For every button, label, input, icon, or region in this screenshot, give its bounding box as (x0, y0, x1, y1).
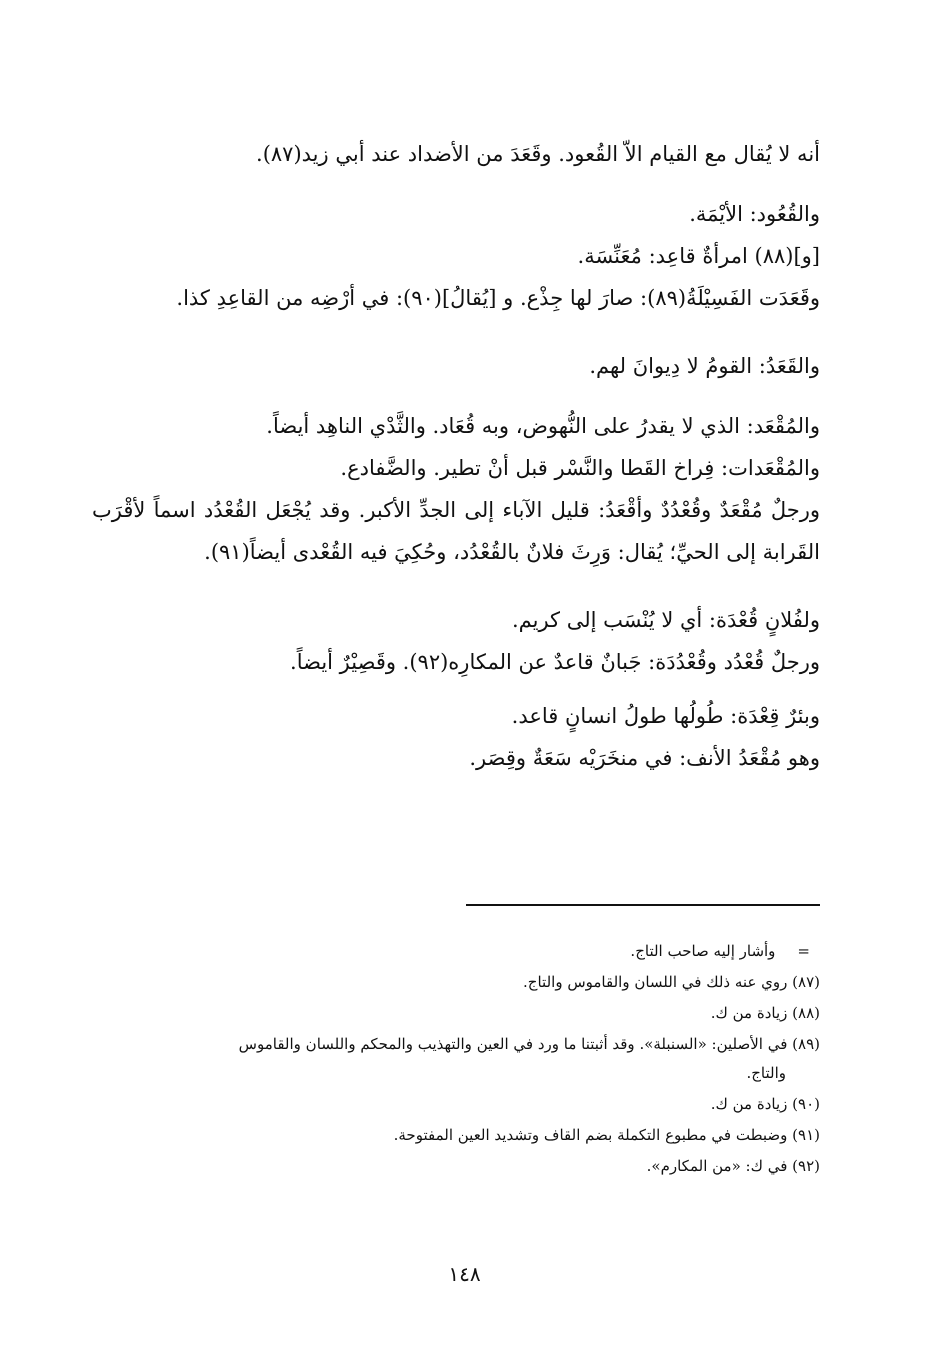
entry-paragraph: [و](٨٨) امرأةٌ قاعِد: مُعَنِّسَة. (577, 244, 820, 268)
footnote-88: (٨٨) زيادة من ك. (710, 1004, 820, 1022)
footnotes (92, 936, 820, 1182)
main-text (92, 133, 820, 779)
entry-paragraph: ورجلٌ قُعْدُد وقُعْدُدَة: جَبانٌ قاعدٌ عن المكارِه(٩٢). وقَصِيْرٌ أيضاً. (290, 650, 820, 674)
continuation-marker: = (797, 942, 810, 960)
footnote-divider (466, 904, 820, 906)
footnote-91: (٩١) وضبطت في مطبوع التكملة بضم القاف وتشديد العين المفتوحة. (393, 1126, 820, 1144)
footnote-89: (٨٩) في الأصلين: «السنبلة». وقد أثبتنا ما ورد في العين والتهذيب والمحكم واللسان والقاموس (238, 1035, 820, 1053)
footnote-text: وأشار إليه صاحب التاج. (630, 942, 776, 960)
entry-paragraph: وقَعَدَت الفَسِيْلَةُ(٨٩): صارَ لها جِذْع. و [يُقالُ](٩٠): في أرْضِه من القاعِدِ كذا. (176, 286, 820, 310)
entry-paragraph: والقُعُود: الأيْمَة. (689, 202, 820, 226)
entry-paragraph: وهو مُقْعَدُ الأنف: في منخَرَيْه سَعَةٌ وقِصَر. (469, 746, 820, 770)
entry-paragraph: والمُقْعَد: الذي لا يقدرُ على النُّهوض، وبه قُعَاد. والثَّدْي الناهِد أيضاً. (266, 414, 820, 438)
footnote-90: (٩٠) زيادة من ك. (710, 1095, 820, 1113)
page-number: ١٤٨ (448, 1262, 481, 1286)
footnote-continuation (92, 936, 820, 967)
entry-paragraph: والقَعَدُ: القومُ لا دِيوانَ لهم. (589, 354, 820, 378)
footnote-89-continued: والتاج. (746, 1064, 786, 1082)
entry-paragraph: والمُقْعَدات: فِراخ القَطا والنَّسْر قبل أنْ تطير. والضَّفادع. (340, 456, 820, 480)
entry-paragraph: أنه لا يُقال مع القيام الاّ القُعود. وقَعَدَ من الأضداد عند أبي زيد(٨٧). (256, 142, 820, 166)
entry-paragraph: ولفُلانٍ قُعْدَة: أي لا يُنْسَب إلى كريم. (511, 608, 820, 632)
entry-paragraph: وبئرٌ قِعْدَة: طُولُها طولُ انسانٍ قاعد. (511, 704, 820, 728)
footnote-92: (٩٢) في ك: «من المكارم». (646, 1157, 820, 1175)
footnote-87: (٨٧) روي عنه ذلك في اللسان والقاموس والتاج. (523, 973, 820, 991)
entry-paragraph: ورجلٌ مُقْعَدٌ وقُعْدُدٌ وأقْعَدُ: قليل الآباء إلى الجدِّ الأكبر. وقد يُجْعَل القُعْدُد اسماً لأقْرَب القَرابة إلى الحيِّ؛ يُقال: وَرِثَ فلانٌ بالقُعْدُد، وحُكِيَ فيه القُعْدى أيضاً(٩١). (92, 498, 820, 564)
